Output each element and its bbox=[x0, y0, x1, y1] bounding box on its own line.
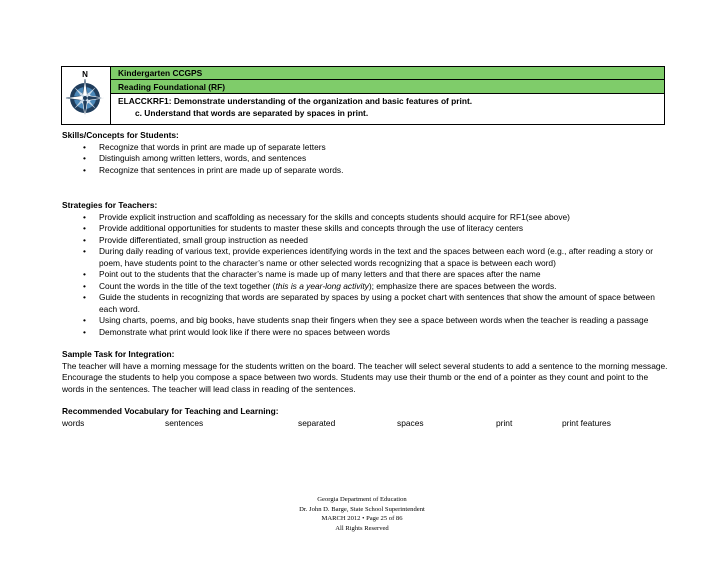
document-body bbox=[62, 130, 672, 430]
vocabulary-words bbox=[62, 418, 672, 430]
list-item bbox=[62, 281, 672, 293]
list-item: • Using charts, poems, and big books, have students snap their fingers when they see a space between words when the teacher is reading a passage bbox=[62, 315, 672, 327]
strategies-heading: Strategies for Teachers: bbox=[62, 200, 158, 210]
vocab-word: sentences bbox=[165, 417, 204, 428]
vocab-word: words bbox=[62, 417, 85, 428]
strand-label: Reading Foundational (RF) bbox=[118, 82, 226, 92]
list-item: • Point out to the students that the character’s name is made up of many letters and that there are spaces after the name bbox=[62, 269, 672, 281]
vocab-word: spaces bbox=[397, 417, 424, 428]
list-item: • Guide the students in recognizing that words are separated by spaces by using a pocket chart with sentences that show the amount of space between each word. bbox=[62, 292, 672, 315]
footer-page-info: MARCH 2012 • Page 25 of 86 bbox=[321, 515, 403, 522]
list-item: • Recognize that words in print are made up of separate letters bbox=[62, 142, 672, 154]
compass-icon bbox=[62, 67, 110, 124]
strategies-list bbox=[62, 212, 672, 339]
vocab-word: print features bbox=[562, 417, 611, 428]
strategy-text: Count the words in the title of the text together ( bbox=[99, 280, 276, 291]
standard-header-table bbox=[61, 66, 665, 125]
footer-superintendent: Dr. John D. Barge, State School Superintendent bbox=[299, 505, 425, 513]
page-footer bbox=[258, 495, 466, 533]
skills-heading: Skills/Concepts for Students: bbox=[62, 130, 179, 140]
vocabulary-heading: Recommended Vocabulary for Teaching and Learning: bbox=[62, 406, 279, 416]
sample-task-text: The teacher will have a morning message for the students written on the board. The teacher will select several students to add a sentence to the morning message. Encourage the students to help you compose a space between two words. Students may use their thumb or the end of a pointer as they count and point to the words in the sentences. The teacher will lead class in reading of the sentences. bbox=[62, 360, 668, 394]
list-item: • During daily reading of various text, provide experiences identifying words in the text and the spaces between each word (e.g., after reading a story or poem, have students point to the character’s name or other selected words recognizing that a space is between each word) bbox=[62, 246, 672, 269]
strategy-emphasis: this is a year-long activity bbox=[275, 280, 369, 291]
standard-text: ELACCKRF1: Demonstrate understanding of the organization and basic features of print. bbox=[118, 96, 473, 106]
sample-task-heading: Sample Task for Integration: bbox=[62, 349, 175, 359]
compass-logo bbox=[62, 67, 110, 124]
skills-list bbox=[62, 142, 672, 177]
grade-row bbox=[110, 67, 664, 80]
footer-department: Georgia Department of Education bbox=[317, 496, 407, 503]
list-item: • Provide additional opportunities for students to master these skills and concepts through the use of literacy centers bbox=[62, 223, 672, 235]
strategy-text: ); emphasize there are spaces between the words. bbox=[368, 280, 557, 291]
list-item: • Recognize that sentences in print are made up of separate words. bbox=[62, 165, 672, 177]
grade-label: Kindergarten CCGPS bbox=[118, 68, 203, 78]
standard-row bbox=[110, 94, 664, 124]
list-item: • Provide explicit instruction and scaffolding as necessary for the skills and concepts students should acquire for RF1(see above) bbox=[62, 212, 672, 224]
vocab-word: separated bbox=[298, 417, 336, 428]
strand-row bbox=[110, 80, 664, 94]
substandard-text: c. Understand that words are separated by spaces in print. bbox=[135, 108, 369, 118]
footer-rights: All Rights Reserved bbox=[335, 524, 389, 532]
vocab-word: print bbox=[496, 417, 513, 428]
list-item: • Distinguish among written letters, words, and sentences bbox=[62, 153, 672, 165]
list-item: • Provide differentiated, small group instruction as needed bbox=[62, 235, 672, 247]
list-item: • Demonstrate what print would look like if there were no spaces between words bbox=[62, 327, 672, 339]
compass-north-label: N bbox=[82, 70, 88, 79]
